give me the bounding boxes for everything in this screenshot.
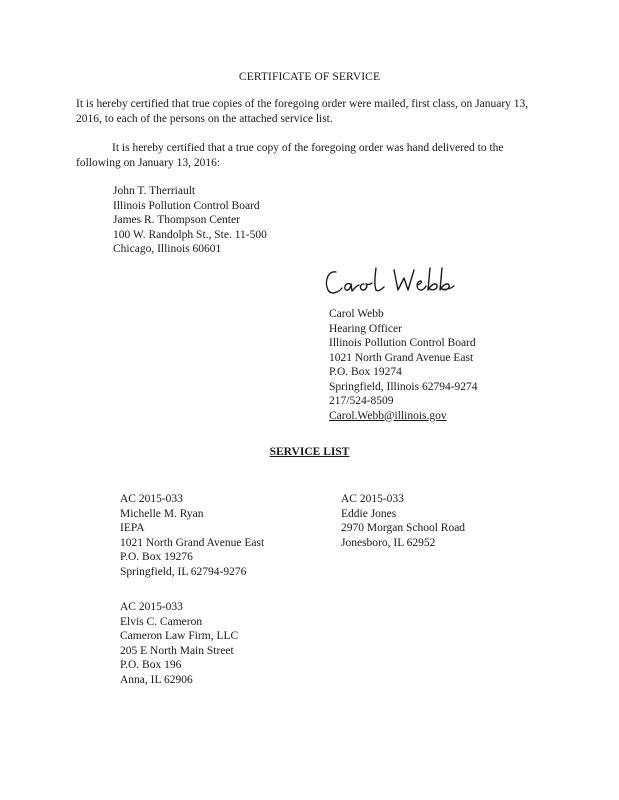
case-number: AC 2015-033 (341, 493, 404, 505)
hand-delivery-recipient-address (113, 184, 267, 257)
service-entry-ryan (120, 492, 264, 579)
signer-title: Hearing Officer (329, 322, 402, 335)
signature-block (329, 307, 478, 423)
recipient-city: Chicago, Illinois 60601 (113, 243, 222, 255)
party-po-box: P.O. Box 196 (120, 659, 182, 671)
recipient-street: 100 W. Randolph St., Ste. 11-500 (113, 228, 267, 241)
party-city: Anna, IL 62906 (120, 673, 193, 686)
recipient-name: John T. Therriault (113, 185, 196, 197)
signer-organization: Illinois Pollution Control Board (329, 337, 476, 349)
recipient-building: James R. Thompson Center (113, 214, 240, 226)
party-street: 2970 Morgan School Road (341, 522, 466, 534)
case-number: AC 2015-033 (120, 493, 183, 505)
signer-name: Carol Webb (329, 308, 384, 320)
hand-delivery-certification-paragraph: It is hereby certified that a true copy of the foregoing order was hand delivered to the following on January 13, 2016: (76, 142, 504, 169)
party-name: Eddie Jones (341, 507, 397, 520)
party-city: Springfield, IL 62794-9276 (120, 565, 247, 578)
service-entry-cameron (120, 600, 238, 687)
handwritten-signature (322, 262, 462, 302)
signer-city: Springfield, Illinois 62794-9274 (329, 380, 478, 393)
party-name: Elvis C. Cameron (120, 615, 203, 628)
party-name: Michelle M. Ryan (120, 507, 204, 520)
service-list-title: SERVICE LIST (269, 446, 350, 458)
party-street: 1021 North Grand Avenue East (120, 536, 265, 549)
party-city: Jonesboro, IL 62952 (341, 536, 436, 549)
service-entry-jones (341, 492, 465, 550)
signer-email-link[interactable]: Carol.Webb@illinois.gov (329, 409, 447, 422)
signer-street: 1021 North Grand Avenue East (329, 351, 474, 364)
signer-phone: 217/524-8509 (329, 395, 394, 407)
certificate-title: CERTIFICATE OF SERVICE (238, 71, 381, 83)
party-organization: Cameron Law Firm, LLC (120, 630, 239, 642)
signer-po-box: P.O. Box 19274 (329, 366, 402, 378)
mailing-certification-paragraph: It is hereby certified that true copies of the foregoing order were mailed, first class, on January 13, 2016, to each of the persons on the attached service list. (76, 98, 529, 125)
party-street: 205 E North Main Street (120, 644, 234, 657)
party-organization: IEPA (120, 522, 145, 534)
case-number: AC 2015-033 (120, 601, 183, 613)
recipient-organization: Illinois Pollution Control Board (113, 199, 260, 212)
party-po-box: P.O. Box 19276 (120, 551, 193, 563)
